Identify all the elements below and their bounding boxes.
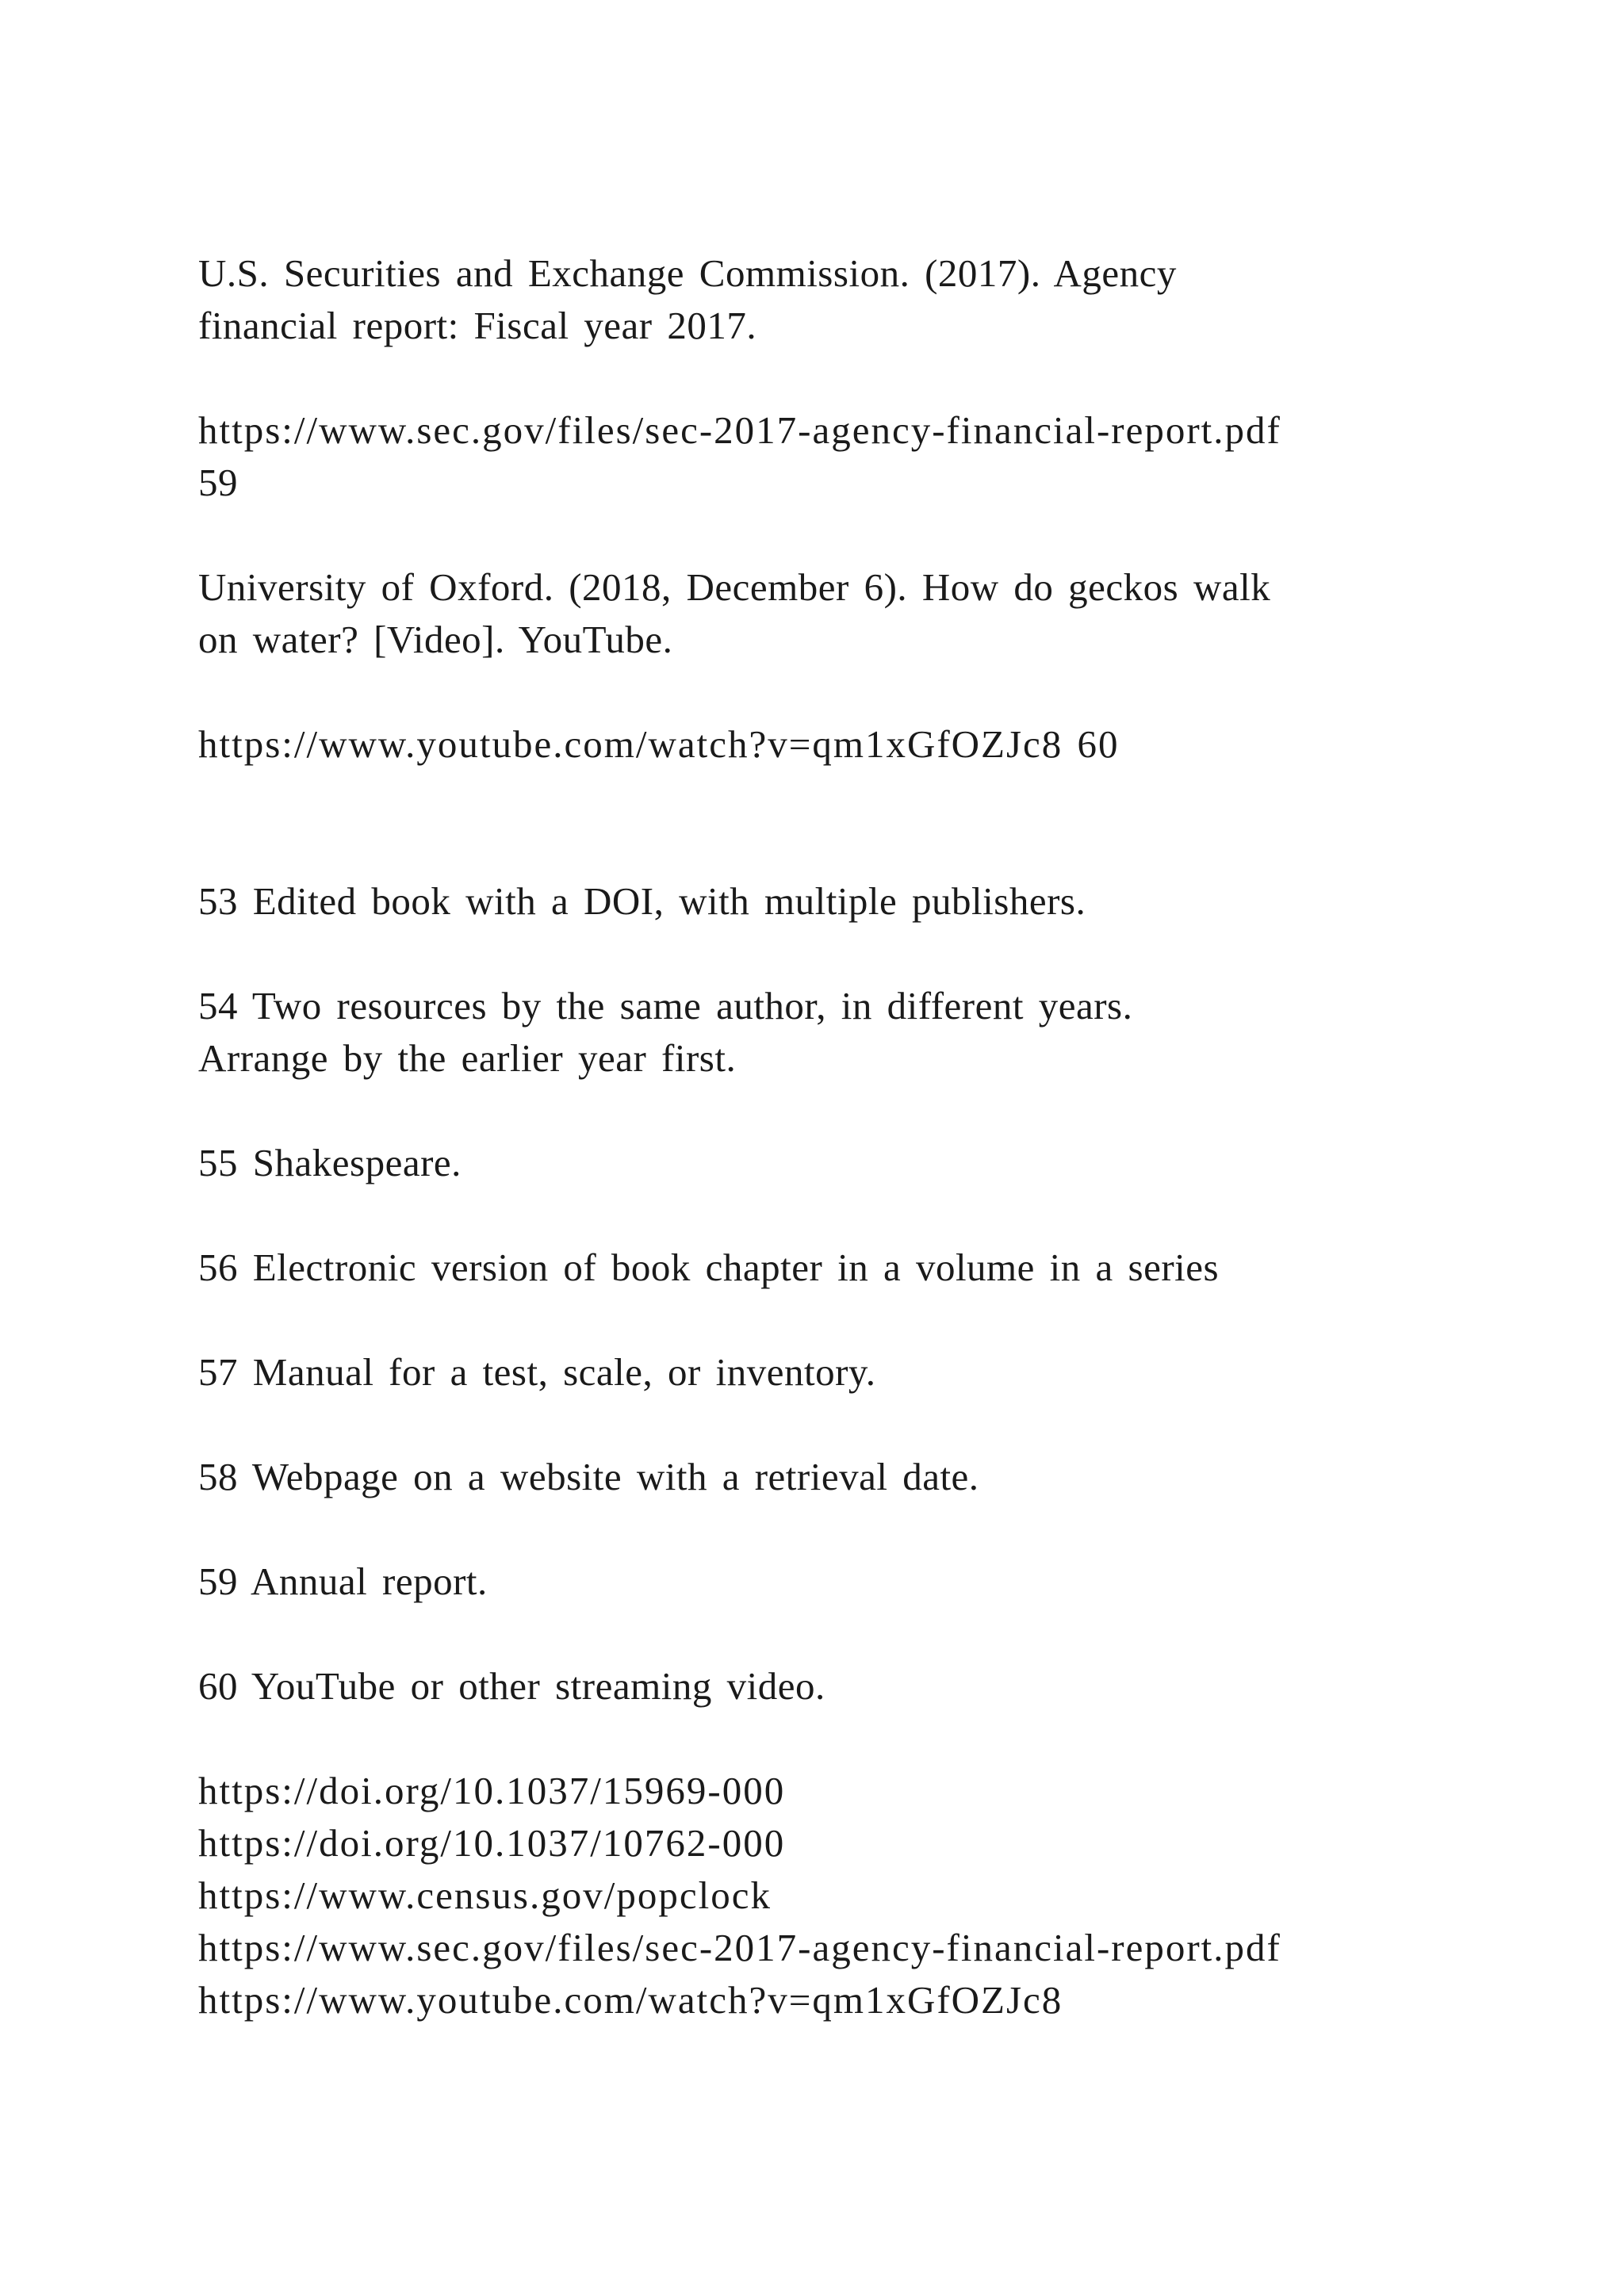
note-57: 57 Manual for a test, scale, or inventory. <box>198 1350 876 1394</box>
sec-report-url[interactable]: https://www.sec.gov/files/sec-2017-agency-financial-report.pdf <box>198 408 1281 452</box>
link-youtube-video[interactable]: https://www.youtube.com/watch?v=qm1xGfOZJc8 <box>198 1978 1063 2022</box>
link-census-popclock[interactable]: https://www.census.gov/popclock <box>198 1873 772 1917</box>
oxford-citation-line-2: on water? [Video]. YouTube. <box>198 618 673 661</box>
sec-note-number: 59 <box>198 461 238 504</box>
note-58: 58 Webpage on a website with a retrieval date. <box>198 1455 979 1498</box>
sec-citation-line-1: U.S. Securities and Exchange Commission. (2017). Agency <box>198 251 1177 295</box>
note-53: 53 Edited book with a DOI, with multiple publishers. <box>198 879 1086 923</box>
note-56: 56 Electronic version of book chapter in a volume in a series <box>198 1246 1220 1289</box>
note-59: 59 Annual report. <box>198 1559 488 1603</box>
link-sec-report[interactable]: https://www.sec.gov/files/sec-2017-agency-financial-report.pdf <box>198 1926 1281 1969</box>
note-54-line-1: 54 Two resources by the same author, in different years. <box>198 984 1133 1027</box>
oxford-citation-line-1: University of Oxford. (2018, December 6). How do geckos walk <box>198 565 1271 609</box>
note-60: 60 YouTube or other streaming video. <box>198 1664 825 1708</box>
note-54-line-2: Arrange by the earlier year first. <box>198 1036 737 1080</box>
link-doi-10762[interactable]: https://doi.org/10.1037/10762-000 <box>198 1821 786 1865</box>
note-55: 55 Shakespeare. <box>198 1141 462 1184</box>
sec-citation-line-2: financial report: Fiscal year 2017. <box>198 304 757 347</box>
youtube-url-with-note[interactable]: https://www.youtube.com/watch?v=qm1xGfOZJc8 60 <box>198 722 1120 766</box>
link-doi-15969[interactable]: https://doi.org/10.1037/15969-000 <box>198 1769 786 1812</box>
